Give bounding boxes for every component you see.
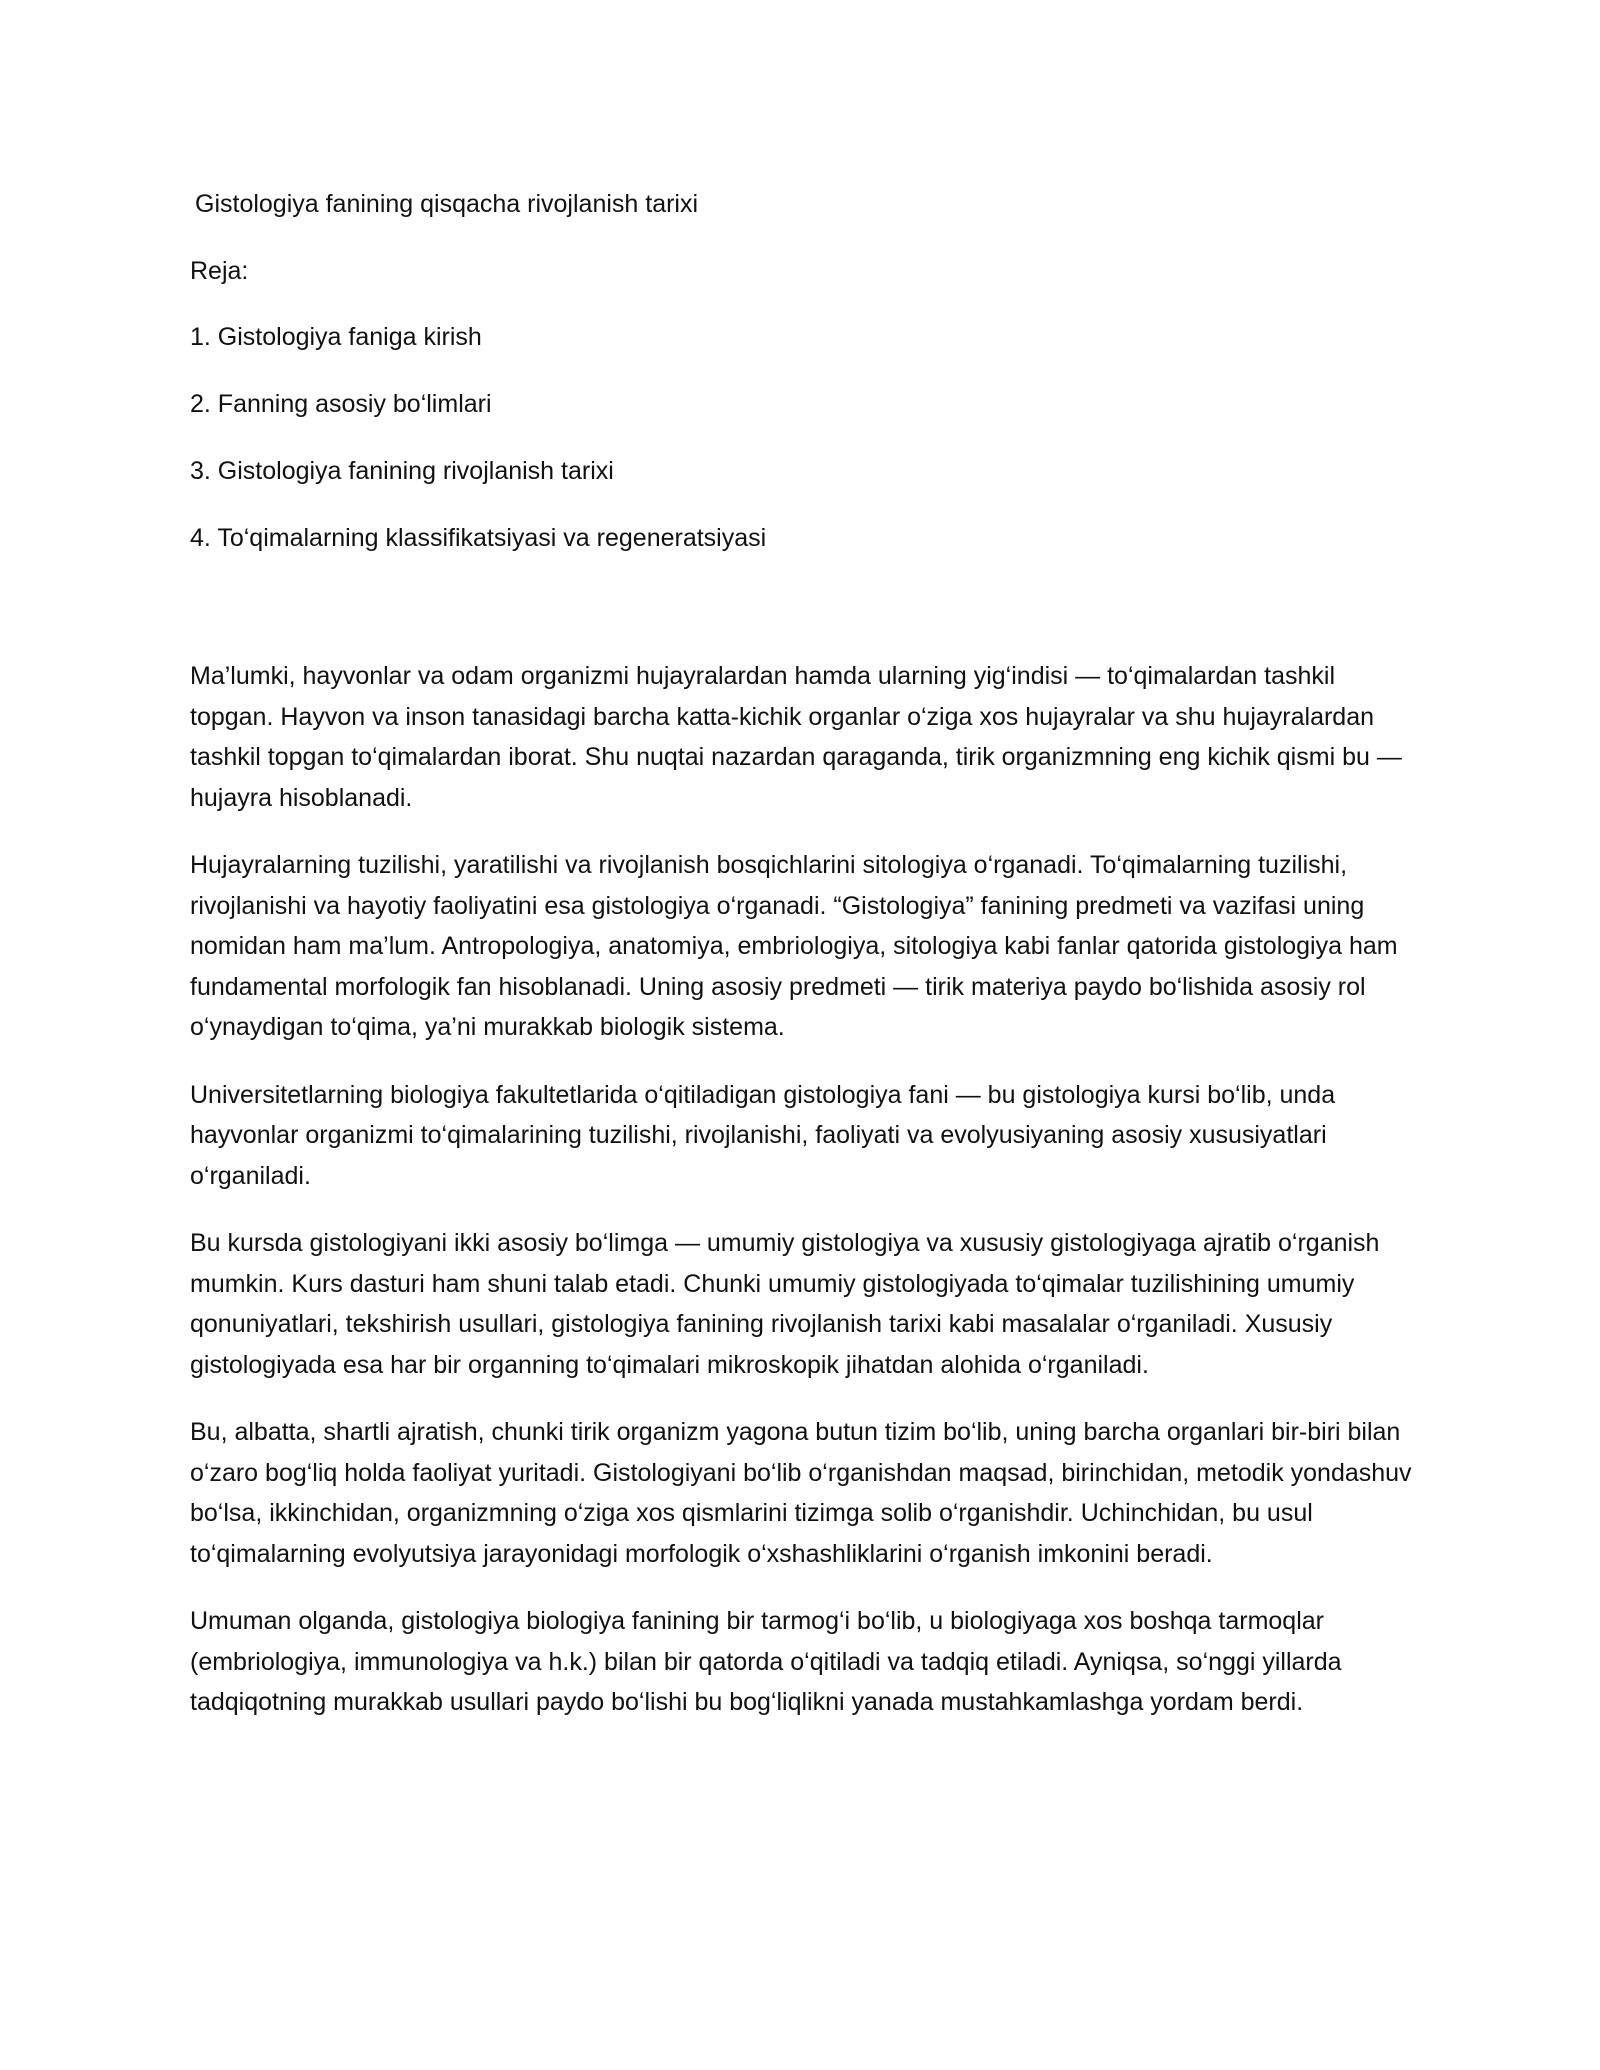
document-title: Gistologiya fanining qisqacha rivojlanish tarixi xyxy=(195,190,699,218)
plan-item: 1. Gistologiya faniga kirish xyxy=(190,323,482,351)
paragraph: Universitetlarning biologiya fakultetlarida o‘qitiladigan gistologiya fani — bu gistologiya kursi bo‘lib, unda hayvonlar organizmi to‘qimalarining tuzilishi, rivojlanishi, faoliyati va evolyusiyaning asosiy xususiyatlari o‘rganiladi. xyxy=(190,1080,1336,1190)
paragraph: Umuman olganda, gistologiya biologiya fanining bir tarmog‘i bo‘lib, u biologiyaga xos boshqa tarmoqlar (embriologiya, immunologiya va h.k.) bilan bir qatorda o‘qitiladi va tadqiq etiladi. Ayniqsa, so‘nggi yillarda tadqiqotning murakkab usullari paydo bo‘lishi bu bog‘liqlikni yanada mustahkamlashga yordam berdi. xyxy=(190,1607,1342,1716)
document-content xyxy=(190,188,1422,1750)
plan-item: 4. To‘qimalarning klassifikatsiyasi va regeneratsiyasi xyxy=(190,524,767,552)
paragraph: Hujayralarning tuzilishi, yaratilishi va rivojlanish bosqichlarini sitologiya o‘rganadi. To‘qimalarning tuzilishi, rivojlanishi va hayotiy faoliyatini esa gistologiya o‘rganadi. “Gistologiya” fanining predmeti va vazifasi uning nomidan ham ma’lum. Antropologiya, anatomiya, embriologiya, sitologiya kabi fanlar qatorida gistologiya ham fundamental morfologik fan hisoblanadi. Uning asosiy predmeti — tirik materiya paydo bo‘lishida asosiy rol o‘ynaydigan to‘qima, ya’ni murakkab biologik sistema. xyxy=(190,851,1398,1041)
plan-item: 3. Gistologiya fanining rivojlanish tarixi xyxy=(190,457,614,485)
plan-list xyxy=(190,321,1422,554)
plan-label: Reja: xyxy=(190,257,249,285)
paragraph: Bu, albatta, shartli ajratish, chunki tirik organizm yagona butun tizim bo‘lib, uning barcha organlari bir-biri bilan o‘zaro bog‘liq holda faoliyat yuritadi. Gistologiyani bo‘lib o‘rganishdan maqsad, birinchidan, metodik yondashuv bo‘lsa, ikkinchidan, organizmning o‘ziga xos qismlarini tizimga solib o‘rganishdir. Uchinchidan, bu usul to‘qimalarning evolyutsiya jarayonidagi morfologik o‘xshashliklarini o‘rganish imkonini beradi. xyxy=(190,1418,1412,1568)
paragraph: Ma’lumki, hayvonlar va odam organizmi hujayralardan hamda ularning yig‘indisi — to‘qimalardan tashkil topgan. Hayvon va inson tanasidagi barcha katta-kichik organlar o‘ziga xos hujayralar va shu hujayralardan tashkil topgan to‘qimalardan iborat. Shu nuqtai nazardan qaraganda, tirik organizmning eng kichik qismi bu — hujayra hisoblanadi. xyxy=(190,662,1402,812)
body-text xyxy=(190,656,1422,1723)
plan-item: 2. Fanning asosiy bo‘limlari xyxy=(190,390,492,418)
paragraph: Bu kursda gistologiyani ikki asosiy bo‘limga — umumiy gistologiya va xususiy gistologiyaga ajratib o‘rganish mumkin. Kurs dasturi ham shuni talab etadi. Chunki umumiy gistologiyada to‘qimalar tuzilishining umumiy qonuniyatlari, tekshirish usullari, gistologiya fanining rivojlanish tarixi kabi masalalar o‘rganiladi. Xususiy gistologiyada esa har bir organning to‘qimalari mikroskopik jihatdan alohida o‘rganiladi. xyxy=(190,1229,1380,1379)
